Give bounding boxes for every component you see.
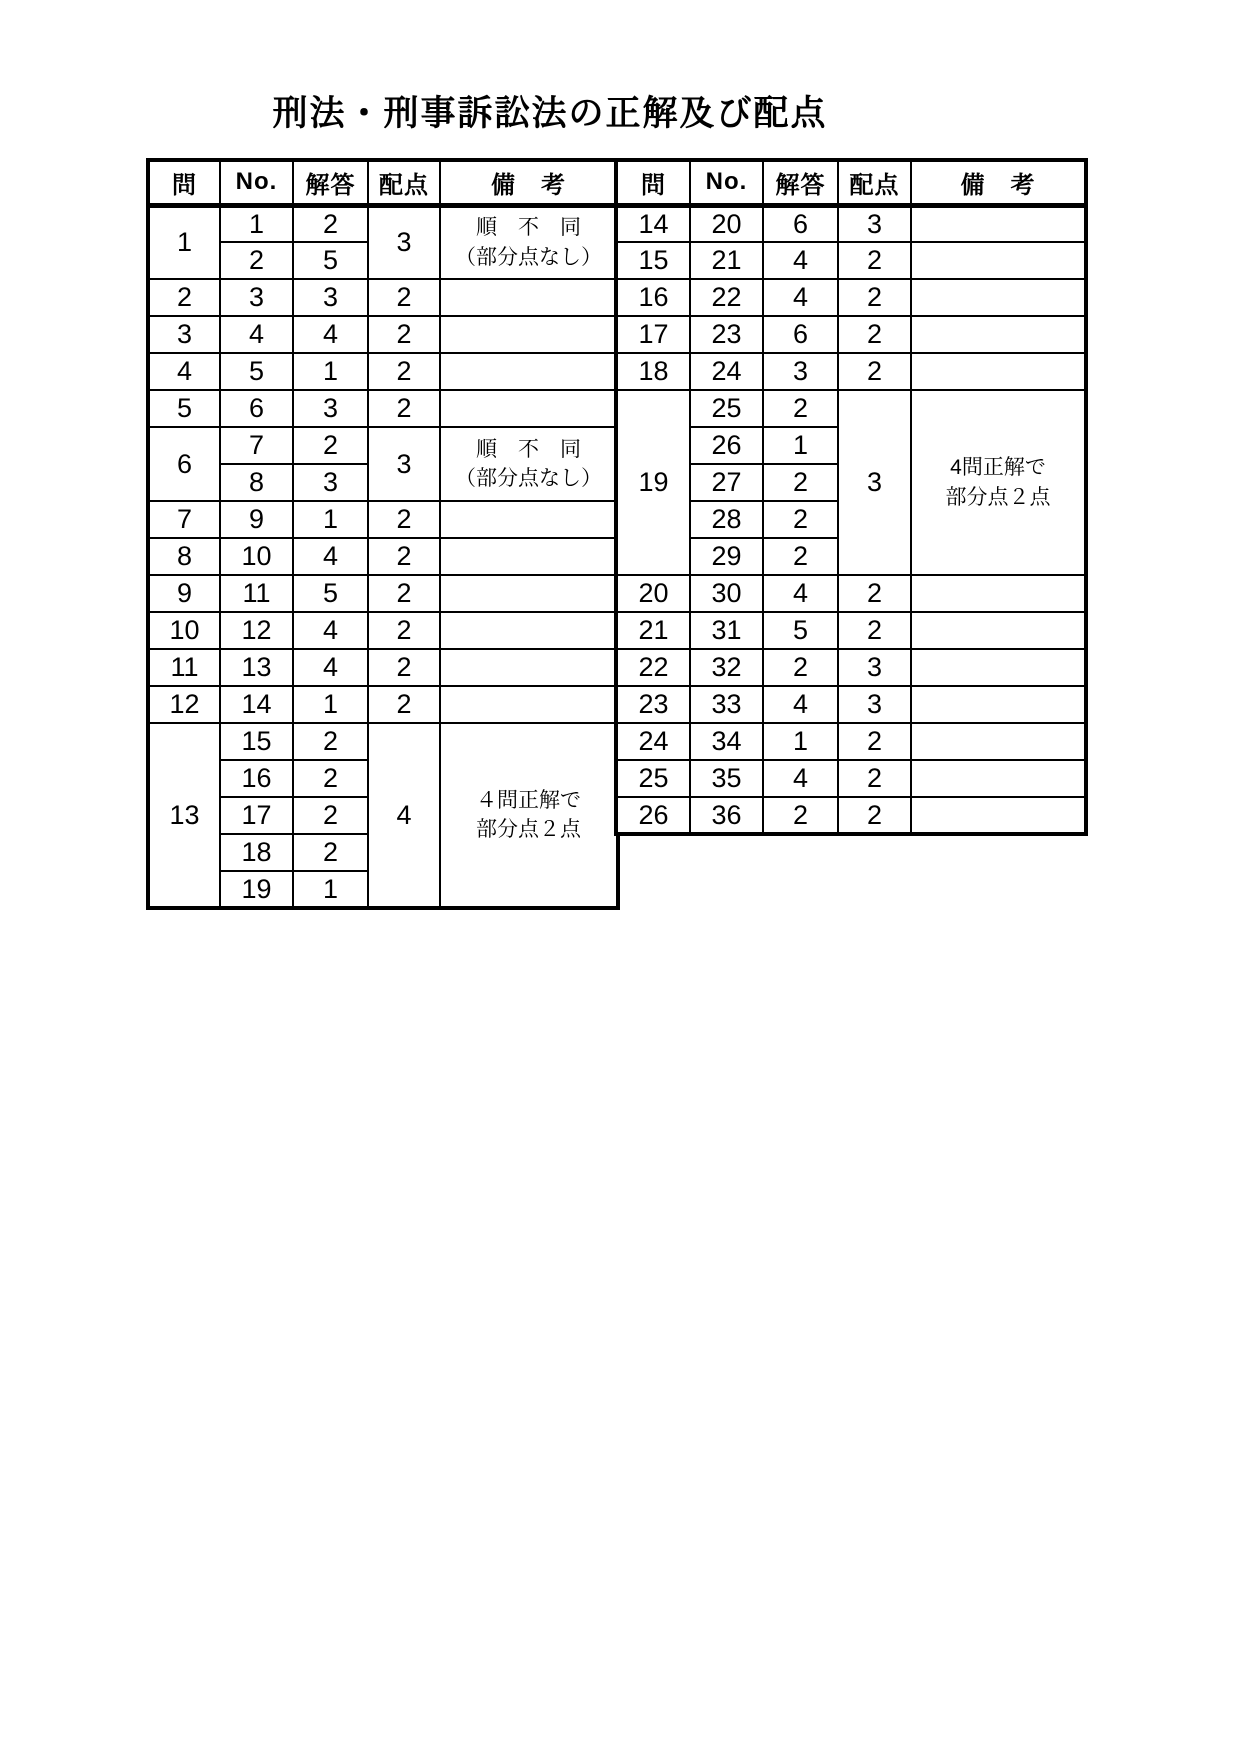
- answer-cell: 3: [293, 279, 368, 316]
- answer-cell: 5: [293, 242, 368, 279]
- item-number-cell: 11: [220, 575, 293, 612]
- remarks-cell: [440, 649, 618, 686]
- answer-cell: 5: [293, 575, 368, 612]
- answer-cell: 2: [763, 390, 838, 427]
- item-number-cell: 19: [220, 871, 293, 908]
- item-number-cell: 4: [220, 316, 293, 353]
- column-header-ans: 解答: [293, 160, 368, 205]
- points-cell: 2: [838, 723, 911, 760]
- answer-cell: 2: [293, 760, 368, 797]
- answer-cell: 4: [293, 612, 368, 649]
- points-cell: 2: [368, 649, 440, 686]
- question-number-cell: 3: [148, 316, 220, 353]
- remarks-line: （部分点なし）: [455, 467, 602, 490]
- table-row: [616, 760, 1086, 797]
- question-number-cell: 21: [616, 612, 690, 649]
- points-cell: 2: [368, 353, 440, 390]
- answer-cell: 4: [763, 279, 838, 316]
- table-row: [616, 723, 1086, 760]
- table-row: [148, 538, 618, 575]
- answer-cell: 5: [763, 612, 838, 649]
- answer-cell: 1: [293, 501, 368, 538]
- points-cell: 3: [368, 205, 440, 279]
- item-number-cell: 13: [220, 649, 293, 686]
- question-number-cell: 25: [616, 760, 690, 797]
- points-cell: 3: [838, 390, 911, 575]
- item-number-cell: 24: [690, 353, 763, 390]
- table-row: [148, 723, 618, 760]
- table-row: [148, 575, 618, 612]
- item-number-cell: 8: [220, 464, 293, 501]
- question-number-cell: 5: [148, 390, 220, 427]
- item-number-cell: 22: [690, 279, 763, 316]
- table-row: [148, 316, 618, 353]
- item-number-cell: 6: [220, 390, 293, 427]
- table-row: [148, 390, 618, 427]
- question-number-cell: 8: [148, 538, 220, 575]
- column-header-pts: 配点: [838, 160, 911, 205]
- remarks-cell: [911, 390, 1086, 575]
- points-cell: 2: [838, 575, 911, 612]
- points-cell: 2: [368, 279, 440, 316]
- points-cell: 2: [368, 390, 440, 427]
- item-number-cell: 28: [690, 501, 763, 538]
- question-number-cell: 4: [148, 353, 220, 390]
- item-number-cell: 12: [220, 612, 293, 649]
- remarks-cell: [911, 205, 1086, 242]
- table-row: [148, 612, 618, 649]
- item-number-cell: 3: [220, 279, 293, 316]
- points-cell: 2: [838, 797, 911, 834]
- table-row: [148, 205, 618, 242]
- answer-cell: 1: [763, 723, 838, 760]
- table-row: [616, 242, 1086, 279]
- answer-cell: 4: [293, 649, 368, 686]
- answer-cell: 2: [763, 649, 838, 686]
- question-number-cell: 23: [616, 686, 690, 723]
- remarks-cell: [440, 501, 618, 538]
- item-number-cell: 10: [220, 538, 293, 575]
- page-title: 刑法・刑事訴訟法の正解及び配点: [272, 94, 828, 133]
- points-cell: 2: [368, 538, 440, 575]
- remarks-cell: [911, 797, 1086, 834]
- remarks-cell: [911, 686, 1086, 723]
- remarks-cell: [911, 353, 1086, 390]
- remarks-cell: [440, 390, 618, 427]
- item-number-cell: 7: [220, 427, 293, 464]
- item-number-cell: 35: [690, 760, 763, 797]
- remarks-line: 部分点２点: [476, 818, 581, 841]
- points-cell: 2: [838, 279, 911, 316]
- answer-table-right: [614, 158, 1088, 836]
- table-row: [616, 612, 1086, 649]
- remarks-cell: [911, 575, 1086, 612]
- answer-cell: 4: [293, 316, 368, 353]
- item-number-cell: 31: [690, 612, 763, 649]
- item-number-cell: 33: [690, 686, 763, 723]
- item-number-cell: 18: [220, 834, 293, 871]
- column-header-pts: 配点: [368, 160, 440, 205]
- points-cell: 2: [838, 760, 911, 797]
- table-row: [616, 390, 1086, 427]
- remarks-line: 4問正解で: [950, 456, 1046, 480]
- answer-cell: 3: [293, 390, 368, 427]
- answer-cell: 6: [763, 316, 838, 353]
- question-number-cell: 12: [148, 686, 220, 723]
- points-cell: 2: [838, 612, 911, 649]
- question-number-cell: 15: [616, 242, 690, 279]
- item-number-cell: 29: [690, 538, 763, 575]
- table-row: [616, 279, 1086, 316]
- remarks-cell: [911, 279, 1086, 316]
- question-number-cell: 9: [148, 575, 220, 612]
- table-row: [616, 649, 1086, 686]
- remarks-cell: [440, 538, 618, 575]
- question-number-cell: 22: [616, 649, 690, 686]
- table-row: [148, 279, 618, 316]
- answer-cell: 3: [293, 464, 368, 501]
- question-number-cell: 24: [616, 723, 690, 760]
- item-number-cell: 30: [690, 575, 763, 612]
- points-cell: 2: [368, 686, 440, 723]
- table-row: [148, 649, 618, 686]
- column-header-remarks: 備 考: [440, 160, 618, 205]
- answer-cell: 2: [293, 427, 368, 464]
- remarks-cell: [911, 649, 1086, 686]
- question-number-cell: 11: [148, 649, 220, 686]
- answer-cell: 4: [763, 575, 838, 612]
- item-number-cell: 27: [690, 464, 763, 501]
- answer-cell: 6: [763, 205, 838, 242]
- table-row: [148, 427, 618, 464]
- question-number-cell: 14: [616, 205, 690, 242]
- question-number-cell: 18: [616, 353, 690, 390]
- item-number-cell: 34: [690, 723, 763, 760]
- column-header-q: 問: [616, 160, 690, 205]
- answer-cell: 2: [763, 501, 838, 538]
- remarks-line: 順 不 同: [476, 437, 581, 461]
- item-number-cell: 17: [220, 797, 293, 834]
- remarks-cell: [440, 205, 618, 279]
- answer-cell: 1: [293, 686, 368, 723]
- question-number-cell: 13: [148, 723, 220, 908]
- points-cell: 2: [368, 316, 440, 353]
- table-row: [148, 501, 618, 538]
- question-number-cell: 7: [148, 501, 220, 538]
- table-row: [616, 797, 1086, 834]
- question-number-cell: 2: [148, 279, 220, 316]
- column-header-no: No.: [690, 160, 763, 205]
- item-number-cell: 5: [220, 353, 293, 390]
- answer-cell: 3: [763, 353, 838, 390]
- column-header-no: No.: [220, 160, 293, 205]
- column-header-q: 問: [148, 160, 220, 205]
- answer-cell: 2: [293, 205, 368, 242]
- item-number-cell: 2: [220, 242, 293, 279]
- points-cell: 2: [368, 575, 440, 612]
- points-cell: 4: [368, 723, 440, 908]
- remarks-cell: [911, 316, 1086, 353]
- table-row: [616, 575, 1086, 612]
- remarks-line: 順 不 同: [476, 216, 581, 240]
- item-number-cell: 15: [220, 723, 293, 760]
- column-header-ans: 解答: [763, 160, 838, 205]
- question-number-cell: 26: [616, 797, 690, 834]
- item-number-cell: 20: [690, 205, 763, 242]
- remarks-cell: [440, 279, 618, 316]
- remarks-cell: [440, 353, 618, 390]
- remarks-cell: [911, 612, 1086, 649]
- points-cell: 2: [838, 316, 911, 353]
- remarks-cell: [440, 316, 618, 353]
- remarks-cell: [440, 612, 618, 649]
- table-row: [616, 316, 1086, 353]
- question-number-cell: 20: [616, 575, 690, 612]
- answer-cell: 2: [763, 538, 838, 575]
- question-number-cell: 6: [148, 427, 220, 501]
- item-number-cell: 1: [220, 205, 293, 242]
- remarks-cell: [911, 242, 1086, 279]
- answer-cell: 4: [763, 686, 838, 723]
- remarks-cell: [440, 686, 618, 723]
- table-row: [616, 205, 1086, 242]
- item-number-cell: 9: [220, 501, 293, 538]
- points-cell: 2: [838, 353, 911, 390]
- answer-cell: 2: [293, 834, 368, 871]
- question-number-cell: 16: [616, 279, 690, 316]
- item-number-cell: 14: [220, 686, 293, 723]
- item-number-cell: 25: [690, 390, 763, 427]
- item-number-cell: 26: [690, 427, 763, 464]
- answer-cell: 4: [763, 242, 838, 279]
- points-cell: 2: [368, 501, 440, 538]
- question-number-cell: 19: [616, 390, 690, 575]
- table-row: [616, 353, 1086, 390]
- remarks-cell: [440, 575, 618, 612]
- table-row: [148, 686, 618, 723]
- answer-cell: 4: [293, 538, 368, 575]
- answer-cell: 1: [293, 871, 368, 908]
- answer-cell: 2: [293, 797, 368, 834]
- points-cell: 2: [368, 612, 440, 649]
- remarks-line: 部分点２点: [945, 485, 1051, 509]
- remarks-cell: [440, 427, 618, 501]
- answer-cell: 4: [763, 760, 838, 797]
- table-row: [616, 686, 1086, 723]
- table-row: [148, 353, 618, 390]
- item-number-cell: 16: [220, 760, 293, 797]
- answer-cell: 1: [293, 353, 368, 390]
- question-number-cell: 10: [148, 612, 220, 649]
- item-number-cell: 21: [690, 242, 763, 279]
- remarks-cell: [911, 723, 1086, 760]
- item-number-cell: 23: [690, 316, 763, 353]
- question-number-cell: 1: [148, 205, 220, 279]
- answer-cell: 2: [763, 797, 838, 834]
- answer-cell: 1: [763, 427, 838, 464]
- points-cell: 3: [838, 649, 911, 686]
- item-number-cell: 32: [690, 649, 763, 686]
- question-number-cell: 17: [616, 316, 690, 353]
- column-header-remarks: 備 考: [911, 160, 1086, 205]
- remarks-cell: [911, 760, 1086, 797]
- header-row: [616, 160, 1086, 205]
- remarks-line: ４問正解で: [476, 788, 581, 812]
- remarks-line: （部分点なし）: [455, 245, 602, 269]
- points-cell: 3: [838, 205, 911, 242]
- points-cell: 2: [838, 242, 911, 279]
- points-cell: 3: [368, 427, 440, 501]
- points-cell: 3: [838, 686, 911, 723]
- remarks-cell: [440, 723, 618, 908]
- item-number-cell: 36: [690, 797, 763, 834]
- answer-table-left: [146, 158, 620, 910]
- header-row: [148, 160, 618, 205]
- answer-cell: 2: [763, 464, 838, 501]
- answer-cell: 2: [293, 723, 368, 760]
